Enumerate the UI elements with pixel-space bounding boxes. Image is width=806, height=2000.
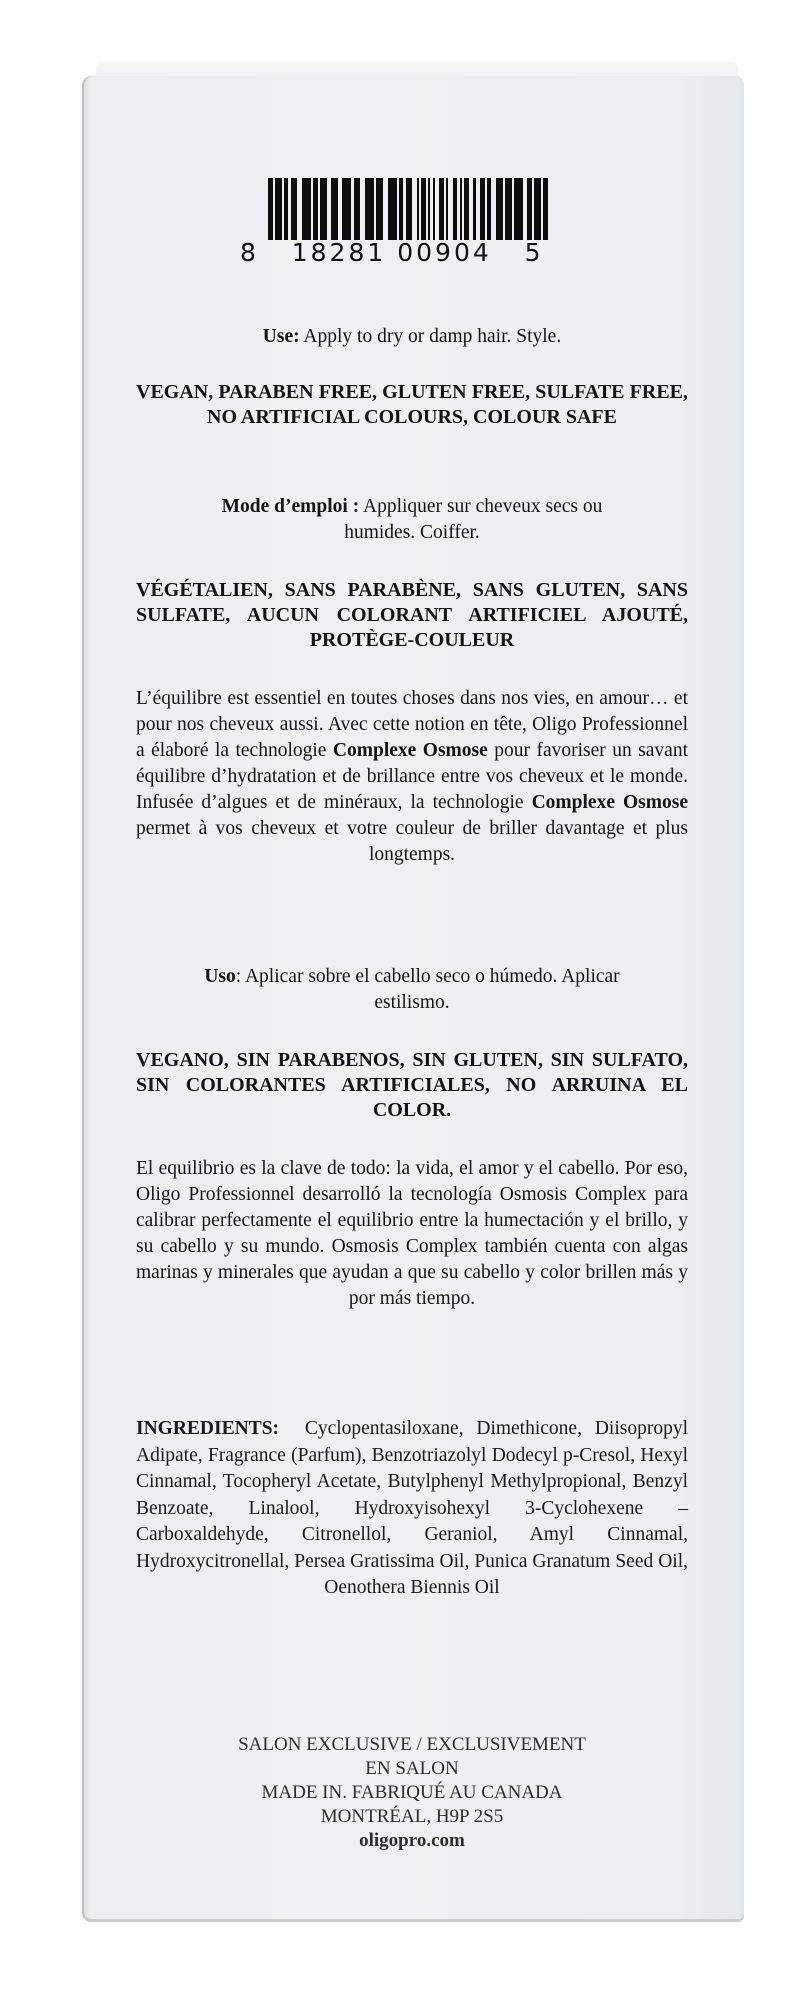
- barcode-bar: [388, 178, 397, 240]
- french-description-text-2: pour favoriser un savant équilibre d’hydratation et de brillance entre vos cheveux et le monde. Infusée d’algues et de minéraux, la technologie: [136, 740, 688, 813]
- english-claims: VEGAN, PARABEN FREE, GLUTEN FREE, SULFATE FREE, NO ARTIFICIAL COLOURS, COLOUR SAFE: [136, 381, 688, 428]
- barcode-bar: [342, 178, 351, 240]
- salon-exclusive-line: SALON EXCLUSIVE / EXCLUSIVEMENT: [238, 1734, 586, 1755]
- french-use-text: Appliquer sur cheveux secs ou humides. Coiffer.: [344, 496, 603, 543]
- barcode-bar: [534, 178, 541, 240]
- french-description-highlight-1: Complexe Osmose: [332, 740, 488, 761]
- barcode-bar: [331, 178, 338, 240]
- english-use-label: Use:: [262, 326, 300, 347]
- barcode-bar: [543, 178, 548, 240]
- spanish-description: El equilibrio es la clave de todo: la vida, el amor y el cabello. Por eso, Oligo Professionnel desarrolló la tecnología Osmosis Complex para calibrar perfectamente el equilibrio entre la humectación y el brillo, y su cabello y su mundo. Osmosis Complex también cuenta con algas marinas y minerales que ayudan a que su cabello y color brillen más y por más tiempo.: [136, 1158, 688, 1309]
- barcode-bar: [496, 178, 503, 240]
- barcode-bar: [514, 178, 523, 240]
- footer: [136, 1733, 688, 1853]
- en-salon-line: EN SALON: [365, 1758, 459, 1779]
- french-claims: VÉGÉTALIEN, SANS PARABÈNE, SANS GLUTEN, SANS SULFATE, AUCUN COLORANT ARTIFICIEL AJOUTÉ, PROTÈGE-COULEUR: [136, 579, 688, 651]
- barcode-number: 8 18281 00904 5: [240, 238, 544, 267]
- french-description-text-1: L’équilibre est essentiel en toutes choses dans nos vies, en amour… et pour nos cheveux aussi. Avec cette notion en tête, Oligo Professionnel a élaboré la technologie: [136, 688, 688, 761]
- english-use-instructions: [136, 324, 688, 350]
- french-use-label: Mode d’emploi :: [221, 496, 360, 517]
- english-use-text: Apply to dry or damp hair. Style.: [299, 326, 562, 347]
- barcode-bar: [505, 178, 512, 240]
- ingredients-label: INGREDIENTS:: [136, 1418, 280, 1439]
- barcode-bar: [354, 178, 361, 240]
- spanish-use-instructions: [136, 964, 688, 1016]
- website-link: oligopro.com: [359, 1830, 465, 1851]
- ingredients-text: Cyclopentasiloxane, Dimethicone, Diisopropyl Adipate, Fragrance (Parfum), Benzotriazolyl Dodecyl p-Cresol, Hexyl Cinnamal, Tocopheryl Acetate, Butylphenyl Methylpropional, Benzyl Benzoate, Linalool, Hydroxyisohexyl 3-Cyclohexene – Carboxaldehyde, Citronellol, Geraniol, Amyl Cinnamal, Hydroxycitronellal, Persea Gratissima Oil, Punica Granatum Seed Oil, Oenothera Biennis Oil: [136, 1418, 688, 1598]
- spanish-use-text: : Aplicar sobre el cabello seco o húmedo. Aplicar estilismo.: [235, 966, 620, 1013]
- barcode-bar: [275, 178, 282, 240]
- barcode-bar: [376, 178, 383, 240]
- french-use-instructions: [136, 494, 688, 546]
- french-description-text-3: permet à vos cheveux et votre couleur de briller davantage et plus longtemps.: [136, 818, 688, 865]
- barcode-bar: [406, 178, 413, 240]
- address-line: MONTRÉAL, H9P 2S5: [320, 1806, 504, 1827]
- barcode-bar: [291, 178, 298, 240]
- barcode-icon: [268, 178, 548, 240]
- ingredients-list: [136, 1416, 688, 1602]
- french-description: [136, 686, 688, 868]
- barcode-bar: [320, 178, 327, 240]
- spanish-use-label: Uso: [204, 966, 236, 987]
- barcode-bar: [302, 178, 311, 240]
- barcode-bar: [365, 178, 374, 240]
- made-in-canada-line: MADE IN. FABRIQUÉ AU CANADA: [261, 1782, 563, 1803]
- spanish-claims: VEGANO, SIN PARABENOS, SIN GLUTEN, SIN SULFATO, SIN COLORANTES ARTIFICIALES, NO ARRUINA EL COLOR.: [136, 1049, 688, 1121]
- french-description-highlight-2: Complexe Osmose: [531, 792, 688, 813]
